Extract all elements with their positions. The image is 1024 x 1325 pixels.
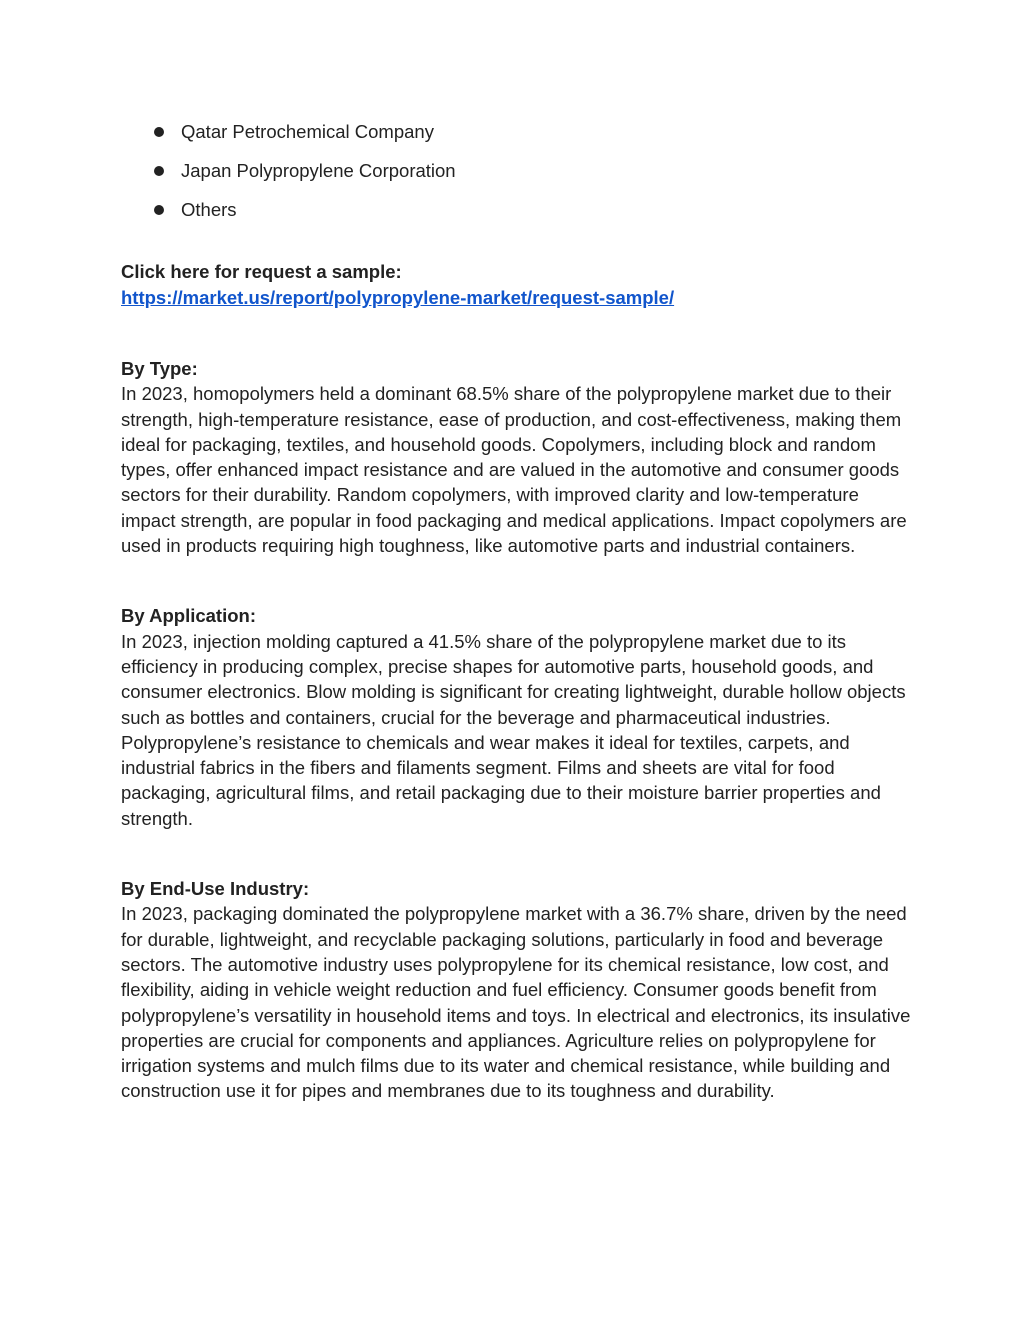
bullet-dot-icon — [154, 166, 164, 176]
list-item — [121, 195, 911, 234]
list-item-text: Qatar Petrochemical Company — [181, 121, 434, 142]
document-page — [121, 117, 911, 1104]
section-paragraph: In 2023, packaging dominated the polypropylene market with a 36.7% share, driven by the need for durable, lightweight, and recyclable packaging solutions, particularly in food and beverage sectors. The automotive industry uses polypropylene for its chemical resistance, low cost, and flexibility, aiding in vehicle weight reduction and fuel efficiency. Consumer goods benefit from polypropylene’s versatility in household items and toys. In electrical and electronics, its insulative properties are crucial for components and appliances. Agriculture relies on polypropylene for irrigation systems and mulch films due to its water and chemical resistance, while building and construction use it for pipes and membranes due to its toughness and durability. — [121, 903, 911, 1102]
bullet-dot-icon — [154, 127, 164, 137]
section-heading: By Application: — [121, 605, 256, 627]
list-item-text: Others — [181, 199, 237, 220]
sample-request-block — [121, 259, 911, 311]
section-heading: By End-Use Industry: — [121, 878, 310, 900]
list-item-text: Japan Polypropylene Corporation — [181, 160, 456, 181]
section-paragraph: In 2023, injection molding captured a 41.5% share of the polypropylene market due to its efficiency in producing complex, precise shapes for automotive parts, household goods, and consumer electronics. Blow molding is significant for creating lightweight, durable hollow objects such as bottles and containers, crucial for the beverage and pharmaceutical industries. Polypropylene’s resistance to chemicals and wear makes it ideal for textiles, carpets, and industrial fabrics in the fibers and filaments segment. Films and sheets are vital for food packaging, agricultural films, and retail packaging due to their moisture barrier properties and strength. — [121, 630, 906, 829]
list-item — [121, 117, 911, 156]
bullet-dot-icon — [154, 205, 164, 215]
list-item — [121, 156, 911, 195]
by-end-use-industry-section — [121, 876, 911, 1104]
sample-request-label: Click here for request a sample: — [121, 261, 402, 282]
section-paragraph: In 2023, homopolymers held a dominant 68.5% share of the polypropylene market due to their strength, high-temperature resistance, ease of production, and cost-effectiveness, making them ideal for packaging, textiles, and household goods. Copolymers, including block and random types, offer enhanced impact resistance and are valued in the automotive and consumer goods sectors for their durability. Random copolymers, with improved clarity and low-temperature impact strength, are popular in food packaging and medical applications. Impact copolymers are used in products requiring high toughness, like automotive parts and industrial containers. — [121, 383, 907, 557]
company-bullet-list — [121, 117, 911, 234]
section-heading: By Type: — [121, 358, 198, 379]
by-type-section — [121, 356, 911, 558]
sample-request-link[interactable]: https://market.us/report/polypropylene-market/request-sample/ — [121, 287, 675, 308]
by-application-section — [121, 603, 911, 831]
